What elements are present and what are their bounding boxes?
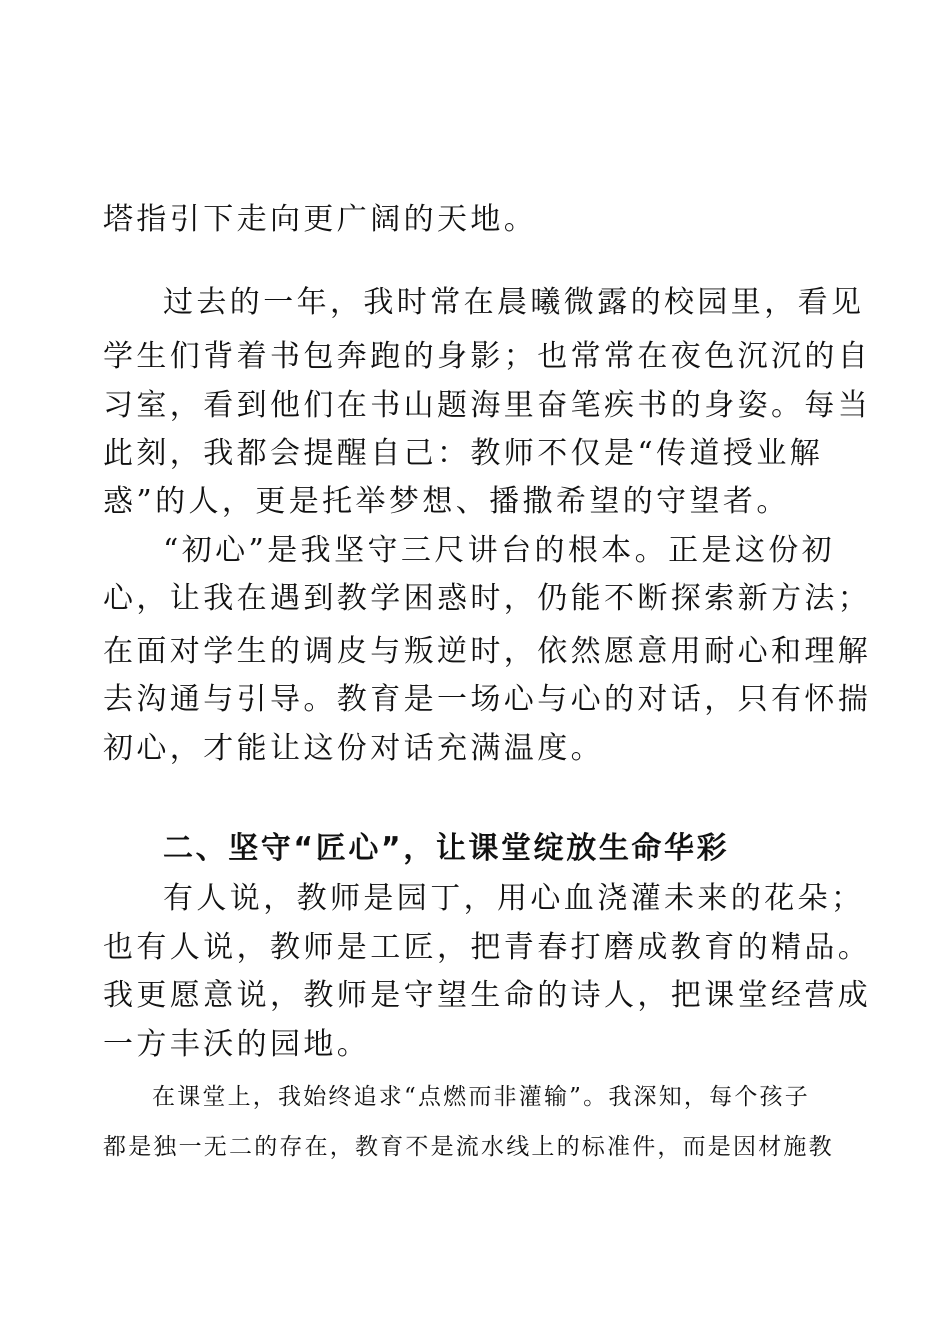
- text-line-15: 一方丰沃的园地。: [103, 1027, 371, 1062]
- text-line-10: 去沟通与引导。教育是一场心与心的对话，只有怀揣: [103, 682, 872, 717]
- text-line-1: 塔指引下走向更广阔的天地。: [103, 202, 538, 237]
- text-line-11: 初心，才能让这份对话充满温度。: [103, 731, 604, 766]
- text-line-14: 我更愿意说，教师是守望生命的诗人，把课堂经营成: [103, 978, 872, 1013]
- text-line-16: 在课堂上，我始终追求“点燃而非灌输”。我深知，每个孩子: [152, 1084, 810, 1110]
- text-line-9: 在面对学生的调皮与叛逆时，依然愿意用耐心和理解: [103, 634, 872, 669]
- text-line-4: 习室，看到他们在书山题海里奋笔疾书的身姿。每当: [103, 388, 872, 423]
- text-line-12: 有人说，教师是园丁，用心血浇灌未来的花朵；: [163, 881, 865, 916]
- text-line-5: 此刻，我都会提醒自己：教师不仅是“传道授业解: [103, 436, 824, 471]
- text-line-2: 过去的一年，我时常在晨曦微露的校园里，看见: [163, 285, 865, 320]
- text-line-8: 心，让我在遇到教学困惑时，仍能不断探索新方法；: [103, 581, 872, 616]
- text-line-6: 惑”的人，更是托举梦想、播撒希望的守望者。: [103, 484, 790, 519]
- text-line-3: 学生们背着书包奔跑的身影；也常常在夜色沉沉的自: [103, 339, 872, 374]
- text-line-17: 都是独一无二的存在，教育不是流水线上的标准件，而是因材施教: [103, 1134, 834, 1160]
- text-line-7: “初心”是我坚守三尺讲台的根本。正是这份初: [163, 533, 836, 568]
- text-line-13: 也有人说，教师是工匠，把青春打磨成教育的精品。: [103, 930, 872, 965]
- section-heading: 二、坚守“匠心”，让课堂绽放生命华彩: [163, 831, 730, 866]
